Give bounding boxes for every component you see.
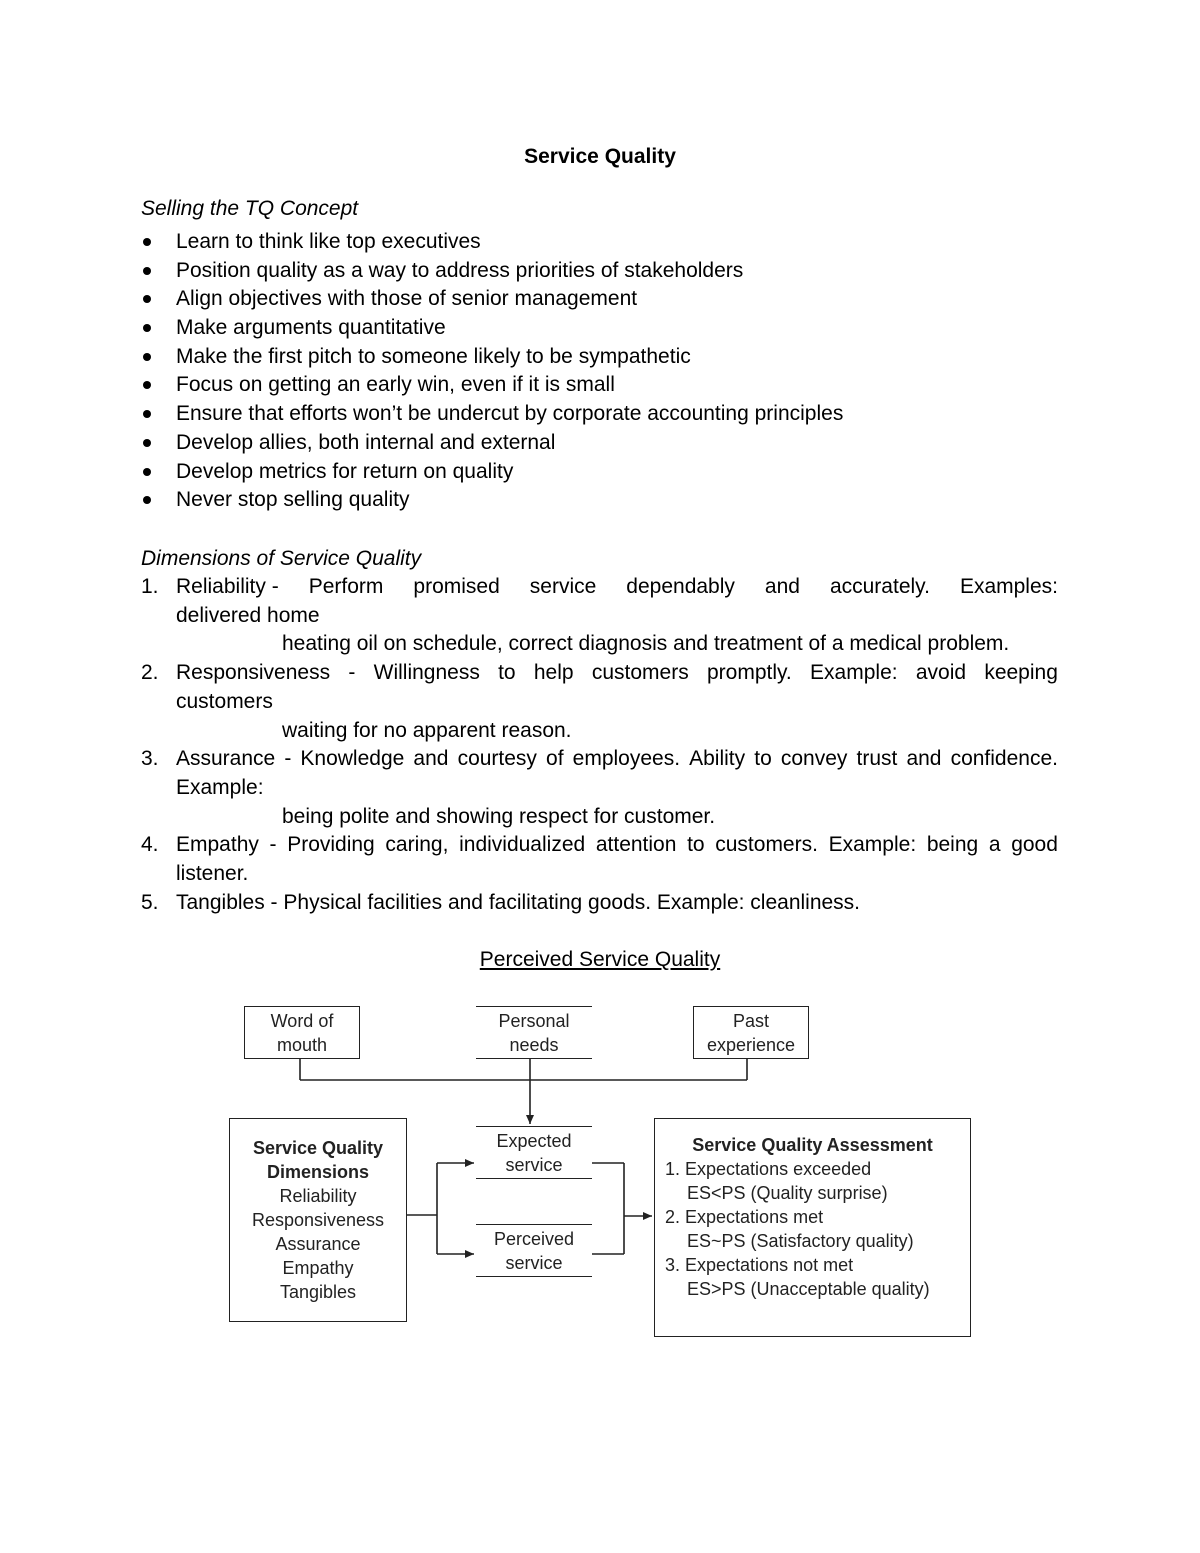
- list-item: Focus on getting an early win, even if it is small: [141, 371, 843, 400]
- dimension-word: and: [906, 747, 942, 771]
- dimension-number: 1.: [141, 575, 159, 598]
- personal-needs-box: Personal needs: [476, 1006, 592, 1059]
- dimension-word: promised: [413, 575, 500, 598]
- dimension-word: avoid: [915, 661, 967, 685]
- dimension-word: and: [764, 575, 800, 598]
- list-item: Learn to think like top executives: [141, 228, 843, 257]
- tq-section-heading: Selling the TQ Concept: [141, 197, 359, 220]
- list-item: Make the first pitch to someone likely to be sympathetic: [141, 343, 843, 372]
- dimension-word: Assurance: [176, 747, 276, 771]
- list-item: Position quality as a way to address priorities of stakeholders: [141, 257, 843, 286]
- expected-service-box: Expected service: [476, 1126, 592, 1179]
- dimension-second-line: Example:: [176, 775, 264, 799]
- dimension-word: dependably: [626, 575, 735, 598]
- dimension-number: 4.: [141, 833, 159, 857]
- dimension-word: help: [533, 661, 574, 685]
- dimension-word: accurately.: [829, 575, 930, 598]
- dimension-word: Responsiveness: [176, 661, 331, 685]
- dimension-example-line: waiting for no apparent reason.: [282, 718, 572, 742]
- dimension-first-line: Tangibles - Physical facilities and facilitating goods. Example: cleanliness.: [176, 890, 861, 914]
- dimension-word: being: [926, 833, 979, 857]
- dimension-word: service: [529, 575, 597, 598]
- service-quality-dimensions-box: Service Quality Dimensions Reliability Responsiveness Assurance Empathy Tangibles: [229, 1118, 407, 1322]
- dimension-number: 3.: [141, 747, 159, 771]
- dimension-word: Example:: [810, 661, 898, 685]
- diagram-title: Perceived Service Quality: [479, 948, 721, 971]
- list-item: Ensure that efforts won’t be undercut by corporate accounting principles: [141, 400, 843, 429]
- list-item: Develop metrics for return on quality: [141, 458, 843, 487]
- dimension-number: 5.: [141, 890, 159, 914]
- dimension-number: 2.: [141, 661, 159, 685]
- dimension-word: trust: [856, 747, 898, 771]
- dimension-word: of: [546, 747, 564, 771]
- dimension-word: employees.: [572, 747, 681, 771]
- list-item: Make arguments quantitative: [141, 314, 843, 343]
- perceived-service-box: Perceived service: [476, 1224, 592, 1277]
- dimension-word: customers: [591, 661, 689, 685]
- dimension-word: promptly.: [706, 661, 792, 685]
- dimension-word: -: [348, 661, 356, 685]
- dimension-word: Examples:: [959, 575, 1058, 598]
- dimension-word: to: [754, 747, 772, 771]
- dimension-word: good: [1011, 833, 1058, 857]
- dimension-word: Reliability -: [176, 575, 279, 598]
- list-item: Develop allies, both internal and external: [141, 429, 843, 458]
- dimension-second-line: listener.: [176, 862, 249, 886]
- dimension-word: to: [687, 833, 705, 857]
- dimension-word: to: [498, 661, 516, 685]
- dimension-word: Knowledge: [300, 747, 405, 771]
- dimension-word: attention: [595, 833, 677, 857]
- list-item: Never stop selling quality: [141, 486, 843, 515]
- dimension-word: convey: [780, 747, 848, 771]
- dimension-word: Ability: [689, 747, 746, 771]
- dimension-word: confidence.: [950, 747, 1058, 771]
- dimension-example-line: being polite and showing respect for customer.: [282, 804, 716, 828]
- dimension-word: -: [284, 747, 292, 771]
- dimension-word: courtesy: [457, 747, 537, 771]
- dimension-word: Example:: [828, 833, 917, 857]
- service-quality-assessment-box: Service Quality Assessment 1. Expectations exceeded ES<PS (Quality surprise) 2. Expectations met ES~PS (Satisfactory quality) 3. Expectations not met ES>PS (Unacceptable quality): [654, 1118, 971, 1337]
- dimension-second-line: delivered home: [176, 603, 320, 627]
- dimension-word: Empathy: [176, 833, 259, 857]
- dimensions-section-heading: Dimensions of Service Quality: [141, 547, 422, 570]
- dimension-word: a: [988, 833, 1001, 857]
- dimension-word: individualized: [459, 833, 586, 857]
- word-of-mouth-box: Word of mouth: [244, 1006, 360, 1059]
- dimension-example-line: heating oil on schedule, correct diagnosis and treatment of a medical problem.: [282, 632, 1010, 656]
- page-title: Service Quality: [524, 145, 676, 168]
- dimension-word: and: [413, 747, 449, 771]
- dimension-word: -: [269, 833, 277, 857]
- dimension-word: Perform: [308, 575, 384, 598]
- dimension-word: Providing: [287, 833, 375, 857]
- dimension-word: caring,: [385, 833, 449, 857]
- dimension-word: customers.: [715, 833, 818, 857]
- dimension-second-line: customers: [176, 689, 273, 713]
- dimension-word: keeping: [984, 661, 1058, 685]
- past-experience-box: Past experience: [693, 1006, 809, 1059]
- dimension-word: Willingness: [373, 661, 480, 685]
- list-item: Align objectives with those of senior management: [141, 285, 843, 314]
